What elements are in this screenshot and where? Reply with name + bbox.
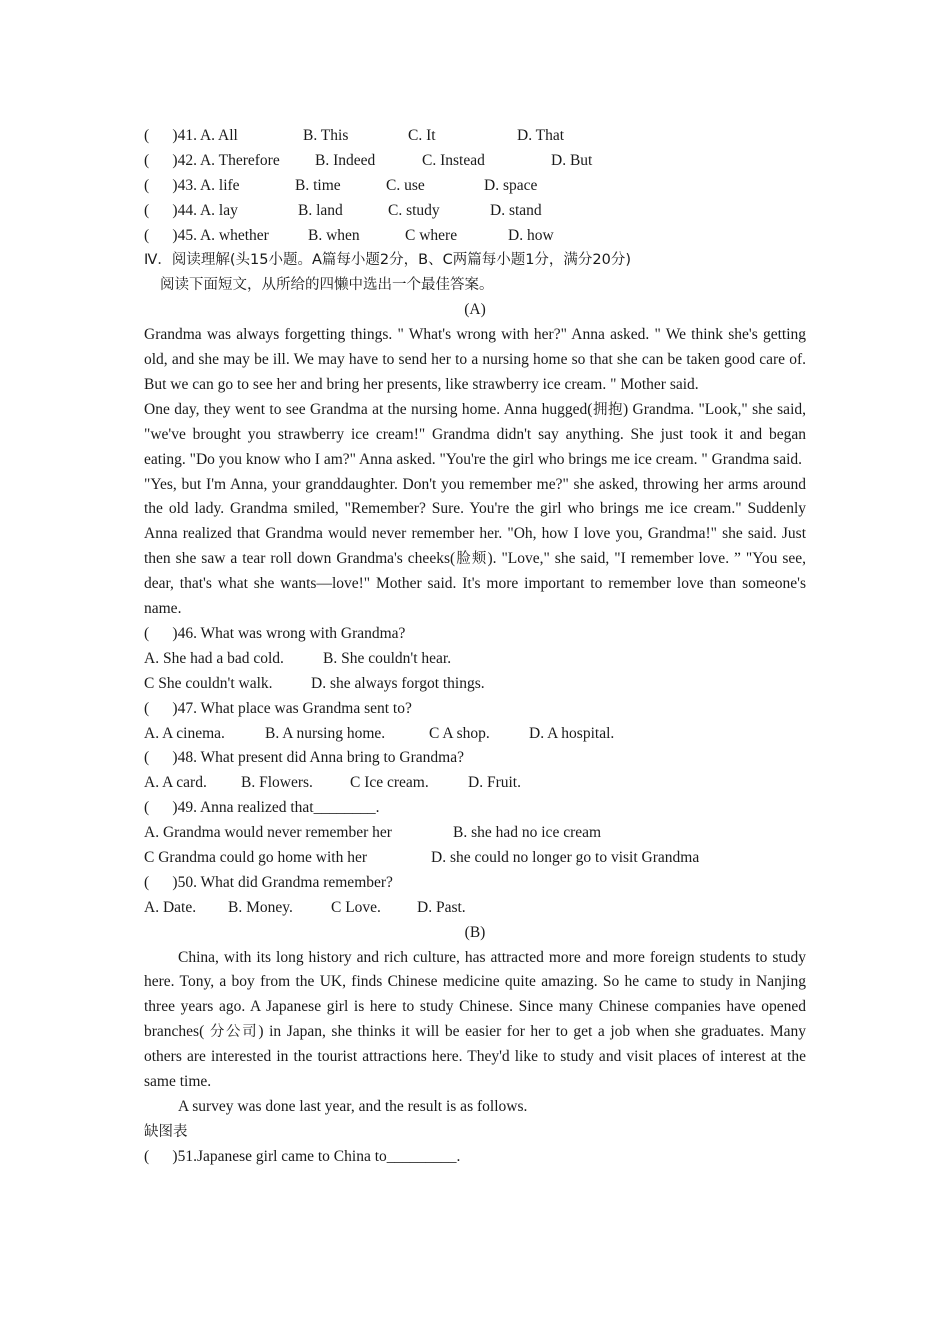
text-run-cjk: 分公司 xyxy=(209,1024,259,1041)
option-c: C where xyxy=(405,226,458,244)
passage-b-paragraph-2: A survey was done last year, and the result is as follows. xyxy=(178,1098,528,1116)
option-b: B. she had no ice cream xyxy=(453,824,602,842)
text-run: "Yes, but I'm Anna, your granddaughter. Don't you remember me?" she asked, throwing her arms around the old lady. Grandma smiled, "Remember? Sure. You're the girl who brings me ice cream." Suddenly Anna realized that Grandma would never remember her. "Oh, how I love you, Grandma!" she said. Just then she saw a tear roll down Grandma's cheeks( xyxy=(144,475,806,568)
option-d: D. That xyxy=(517,127,565,144)
option-c: C. It xyxy=(408,127,436,144)
question-stem: ( )45. A. whether xyxy=(144,226,269,244)
text-run: ). "Love," she said, "I remember love. ” "You see, dear, that's what she wants—love!" Mother said. It's more important to remember love than someone's name. xyxy=(144,550,806,618)
question-48-stem: ( )48. What present did Anna bring to Grandma? xyxy=(144,749,464,767)
text-run-cjk: 脸颊 xyxy=(455,551,488,568)
question-51-stem: ( )51.Japanese girl came to China to_________. xyxy=(144,1147,461,1165)
question-47-stem: ( )47. What place was Grandma sent to? xyxy=(144,699,412,717)
option-c: C. use xyxy=(386,176,425,194)
passage-a-label: (A) xyxy=(464,301,486,319)
question-41 xyxy=(144,124,806,149)
option-d: D. she could no longer go to visit Grandma xyxy=(431,849,700,867)
option-b: B. She couldn't hear. xyxy=(323,649,452,667)
reading-questions-a xyxy=(144,622,806,921)
text-run: ) Grandma. "Look," she said, "we've brought you strawberry ice cream!" Grandma didn't say anything. She just took it and began eating. "Do you know who I am?" Anna asked. "You're the girl who brings me ice cream. " Grandma said. xyxy=(144,400,806,468)
option-b: B. Flowers. xyxy=(241,774,313,792)
question-stem: ( )41. A. All xyxy=(144,127,238,144)
text-run: China, with its long history and rich culture, has attracted more and more foreign students to study here. Tony, a boy from the UK, finds Chinese medicine quite amazing. So he came to study in Nanjing three years ago. A Japanese girl is here to study Chinese. Since many Chinese companies have opened branches( xyxy=(144,948,806,1041)
passage-a-paragraph-1: Grandma was always forgetting things. " What's wrong with her?" Anna asked. " We think she's getting old, and she may be ill. We may have to send her to a nursing home so that she can be taken good care of. But we can go to see her and bring her presents, like strawberry ice cream. " Mother said. xyxy=(144,326,806,393)
question-50-options-row xyxy=(144,896,806,921)
option-c: C A shop. xyxy=(429,724,490,742)
option-d: D. But xyxy=(551,151,593,169)
passage-a-paragraph-3 xyxy=(144,473,806,622)
question-46-options-row xyxy=(144,672,806,697)
question-49-options-row xyxy=(144,846,806,871)
option-c: C Love. xyxy=(331,898,381,916)
option-b: B. Money. xyxy=(228,898,293,916)
option-b: B. Indeed xyxy=(315,151,376,169)
cloze-questions xyxy=(144,124,806,248)
option-c: C Ice cream. xyxy=(350,774,429,792)
question-48-options-row xyxy=(144,771,806,796)
option-b: B. when xyxy=(308,226,360,244)
option-d: D. Fruit. xyxy=(468,774,521,792)
question-49-options-row xyxy=(144,821,806,846)
option-c: C She couldn't walk. xyxy=(144,674,273,692)
question-50-stem: ( )50. What did Grandma remember? xyxy=(144,873,393,891)
option-c: C. Instead xyxy=(422,151,485,169)
option-d: D. how xyxy=(508,226,554,244)
question-46-options-row xyxy=(144,647,806,672)
option-a: A. Grandma would never remember her xyxy=(144,824,392,842)
option-c: C. study xyxy=(388,201,440,219)
option-b: B. A nursing home. xyxy=(265,724,386,742)
option-b: B. time xyxy=(295,176,341,194)
text-run: ) in Japan, she thinks it will be easier for her to get a job when she graduates. Many others are interested in the tourist attractions here. They'd like to study and visit places of interest at the same time. xyxy=(144,1023,807,1091)
question-43 xyxy=(144,174,806,199)
question-stem: ( )44. A. lay xyxy=(144,201,238,219)
text-run-cjk: 拥抱 xyxy=(592,401,623,418)
option-a: A. A card. xyxy=(144,774,207,792)
option-a: A. A cinema. xyxy=(144,724,225,742)
option-c: C Grandma could go home with her xyxy=(144,849,367,867)
section-heading: Ⅳ．阅读理解(头15小题。A篇每小题2分，B、C两篇每小题1分，满分20分) xyxy=(144,252,632,269)
option-d: D. space xyxy=(484,176,538,194)
text-run: One day, they went to see Grandma at the nursing home. Anna hugged( xyxy=(144,400,593,418)
question-47-options-row xyxy=(144,722,806,747)
question-44 xyxy=(144,199,806,224)
section-instruction: 阅读下面短文，从所给的四懒中选出一个最佳答案。 xyxy=(160,277,494,294)
option-a: A. She had a bad cold. xyxy=(144,649,284,667)
question-45 xyxy=(144,224,806,249)
option-b: B. This xyxy=(303,127,349,144)
question-49-stem: ( )49. Anna realized that________. xyxy=(144,799,380,817)
option-d: D. she always forgot things. xyxy=(311,674,485,692)
question-stem: ( )42. A. Therefore xyxy=(144,151,280,169)
question-42 xyxy=(144,149,806,174)
question-stem: ( )43. A. life xyxy=(144,176,240,194)
passage-a-paragraph-2 xyxy=(144,398,806,473)
option-d: D. Past. xyxy=(417,898,466,916)
option-d: D. A hospital. xyxy=(529,724,615,742)
passage-b-label: (B) xyxy=(464,923,486,941)
option-b: B. land xyxy=(298,201,343,219)
question-46-stem: ( )46. What was wrong with Grandma? xyxy=(144,625,406,642)
passage-b-paragraph-1 xyxy=(144,946,806,1095)
missing-chart-note: 缺图表 xyxy=(144,1123,188,1140)
exam-page xyxy=(144,124,806,1170)
option-d: D. stand xyxy=(490,201,542,219)
option-a: A. Date. xyxy=(144,898,197,916)
